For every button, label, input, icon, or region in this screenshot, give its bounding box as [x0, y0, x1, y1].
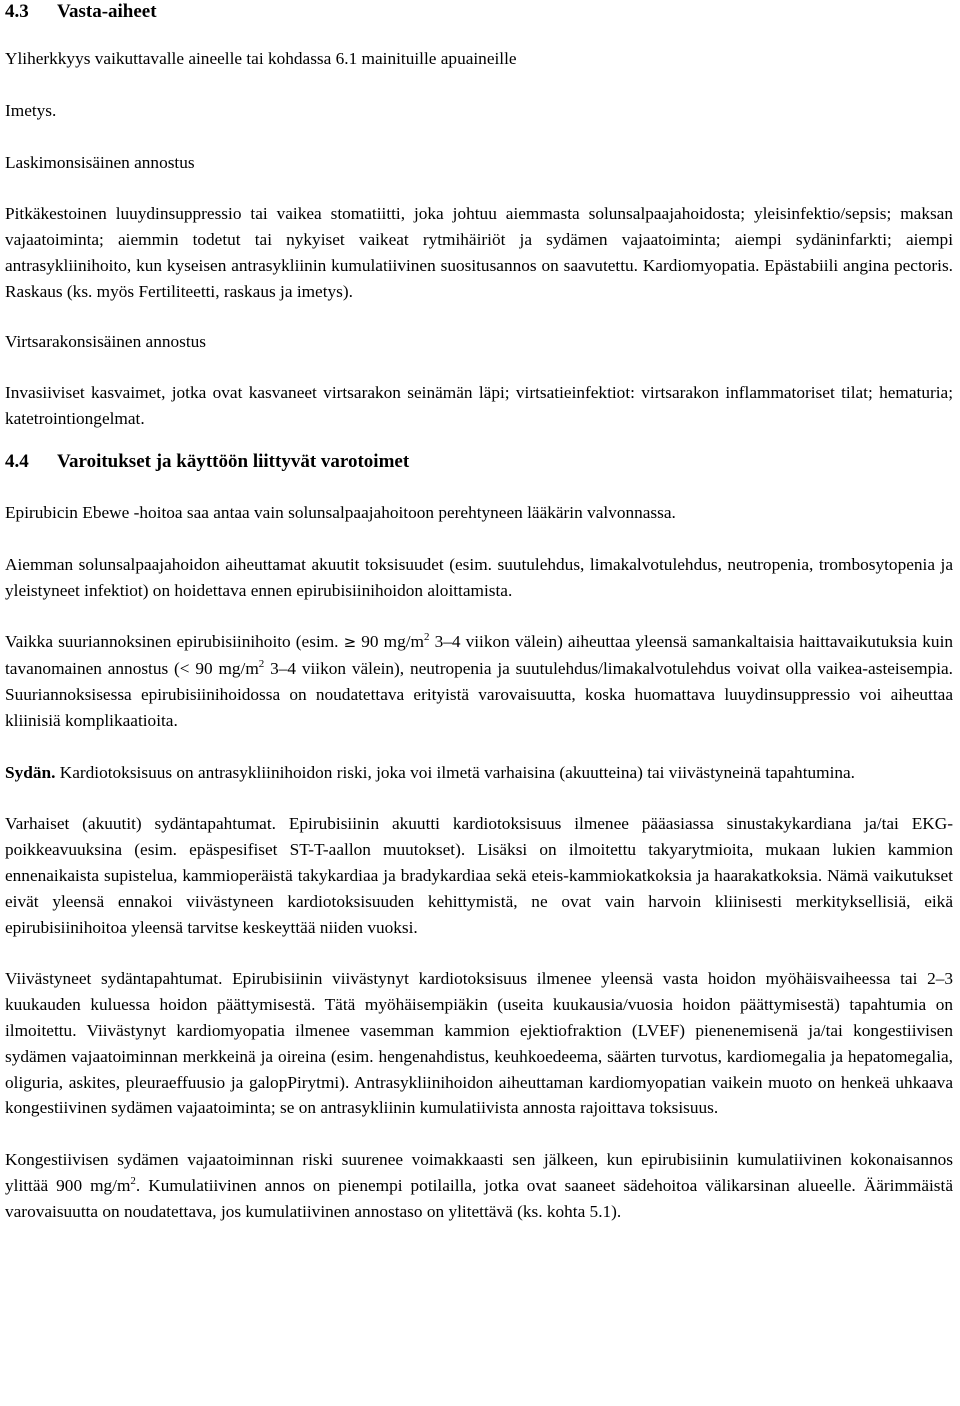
- warning-supervision: Epirubicin Ebewe -hoitoa saa antaa vain solunsalpaajahoitoon perehtyneen lääkärin valvonnassa.: [5, 502, 676, 522]
- warning-high-dose: Vaikka suuriannoksinen epirubisiinihoito (esim. ≥ 90 $mg/m^2$ 3–4 viikon välein) aiheuttaa yleensä samankaltaisia haittavaikutuksia kuin tavanomainen annostus (< 90 $mg/m^2$ 3–4 viikon välein), neutropenia ja suutulehdus/limakalvotulehdus voivat olla vaikea-asteisempia. Suuriannoksisessa epirubisiinihoidossa on noudatettava erityistä varovaisuutta, koska huomattava luuydinsuppressio voi aiheuttaa kliinisiä komplikaatioita.: [5, 631, 954, 730]
- contraindication-breastfeeding: Imetys.: [5, 100, 57, 120]
- section-title: Varoitukset ja käyttöön liittyvät varotoimet: [57, 450, 410, 472]
- subheading-intravesical: Virtsarakonsisäinen annostus: [5, 331, 207, 351]
- section-heading-4-3: [5, 0, 953, 24]
- contraindications-intravesical: Invasiiviset kasvaimet, jotka ovat kasvaneet virtsarakon seinämän läpi; virtsatieinfektiot: virtsarakon inflammatoriset tilat; hematuria; katetrointiongelmat.: [5, 383, 953, 429]
- warning-prior-toxicity: Aiemman solunsalpaajahoidon aiheuttamat akuutit toksisuudet (esim. suutulehdus, limakalvotulehdus, neutropenia, trombosytopenia ja yleistyneet infektiot) on hoidettava ennen epirubisiinihoidon aloittamista.: [5, 554, 953, 600]
- section-number: 4.4: [5, 450, 29, 472]
- warning-delayed-cardiac-events: Viivästyneet sydäntapahtumat. Epirubisiinin viivästynyt kardiotoksisuus ilmenee yleensä vasta hoidon myöhäisvaiheessa tai 2–3 kuukauden kuluessa hoidon päättymisestä. Tätä myöhäisempiäkin (useita kuukausia/vuosia hoidon päättymisestä) tapahtumia on ilmoitettu. Viivästynyt kardiomyopatia ilmenee vasemman kammion ejektiofraktion (LVEF) pienenemisenä ja/tai kongestiivisen sydämen vajaatoiminnan merkkeinä ja oireina (esim. hengenahdistus, keuhkoedeema, säärten turvotus, kardiomegalia ja hepatomegalia, oliguria, askites, pleuraeffuusio ja galopPirytmi). Antrasykliinihoidon aiheuttaman kardiomyopatian vaikein muoto on henkeä uhkaava kongestiivinen sydämen vajaatoiminta; se on antrasykliinin kumulatiivista annosta rajoittava toksisuus.: [5, 969, 953, 1118]
- warning-early-cardiac-events: Varhaiset (akuutit) sydäntapahtumat. Epirubisiinin akuutti kardiotoksisuus ilmenee pääasiassa sinustakykardiana ja/tai EKG-poikkeavuuksina (esim. epäspesifiset ST-T-aallon muutokset). Lisäksi on ilmoitettu takyarytmioita, mukaan lukien kammion ennenaikaista supistelua, kammioperäistä takykardiaa ja bradykardiaa sekä eteis-kammiokatkoksia ja haarakatkoksia. Nämä vaikutukset eivät yleensä ennakoi viivästyneen kardiotoksisuuden kehittymistä, ne ovat vain harvoin kliinisesti merkityksellisiä, eikä epirubisiinihoitoa yleensä tarvitse keskeyttää niiden vuoksi.: [5, 814, 953, 937]
- subheading-intravenous: Laskimonsisäinen annostus: [5, 152, 195, 172]
- warning-cardiac-intro: Sydän. Kardiotoksisuus on antrasykliinihoidon riski, joka voi ilmetä varhaisina (akuutteina) tai viivästyneinä tapahtumina.: [5, 762, 856, 782]
- warning-heart-failure-risk: Kongestiivisen sydämen vajaatoiminnan riski suurenee voimakkaasti sen jälkeen, kun epirubisiinin kumulatiivinen kokonaisannos ylittää 900 $mg/m^2$. Kumulatiivinen annos on pienempi potilailla, jotka ovat saaneet sädehoitoa välikarsinan alueelle. Äärimmäistä varovaisuutta on noudatettava, jos kumulatiivinen annostaso on ylitettävä (ks. kohta 5.1).: [5, 1150, 953, 1221]
- section-title: Vasta-aiheet: [57, 1, 157, 22]
- greater-or-equal-symbol: ≥: [343, 633, 357, 652]
- contraindications-intravenous: Pitkäkestoinen luuydinsuppressio tai vaikea stomatiitti, joka johtuu aiemmasta solunsalpaajahoidosta; yleisinfektio/sepsis; maksan vajaatoiminta; aiemmin todetut tai nykyiset vaikeat rytmihäiriöt ja sydämen vajaatoiminta; aiempi sydäninfarkti; aiempi antrasykliinihoito, kun kyseisen antrasykliinin kumulatiivinen suositusannos on saavutettu. Kardiomyopatia. Epästabiili angina pectoris. Raskaus (ks. myös Fertiliteetti, raskaus ja imetys).: [5, 204, 953, 301]
- contraindication-hypersensitivity: Yliherkkyys vaikuttavalle aineelle tai kohdassa 6.1 mainituille apuaineille: [5, 49, 517, 68]
- section-number: 4.3: [5, 1, 29, 22]
- cardiac-bold-label: Sydän.: [5, 762, 56, 782]
- section-heading-4-4: [5, 450, 953, 474]
- document-page: [5, 0, 953, 1225]
